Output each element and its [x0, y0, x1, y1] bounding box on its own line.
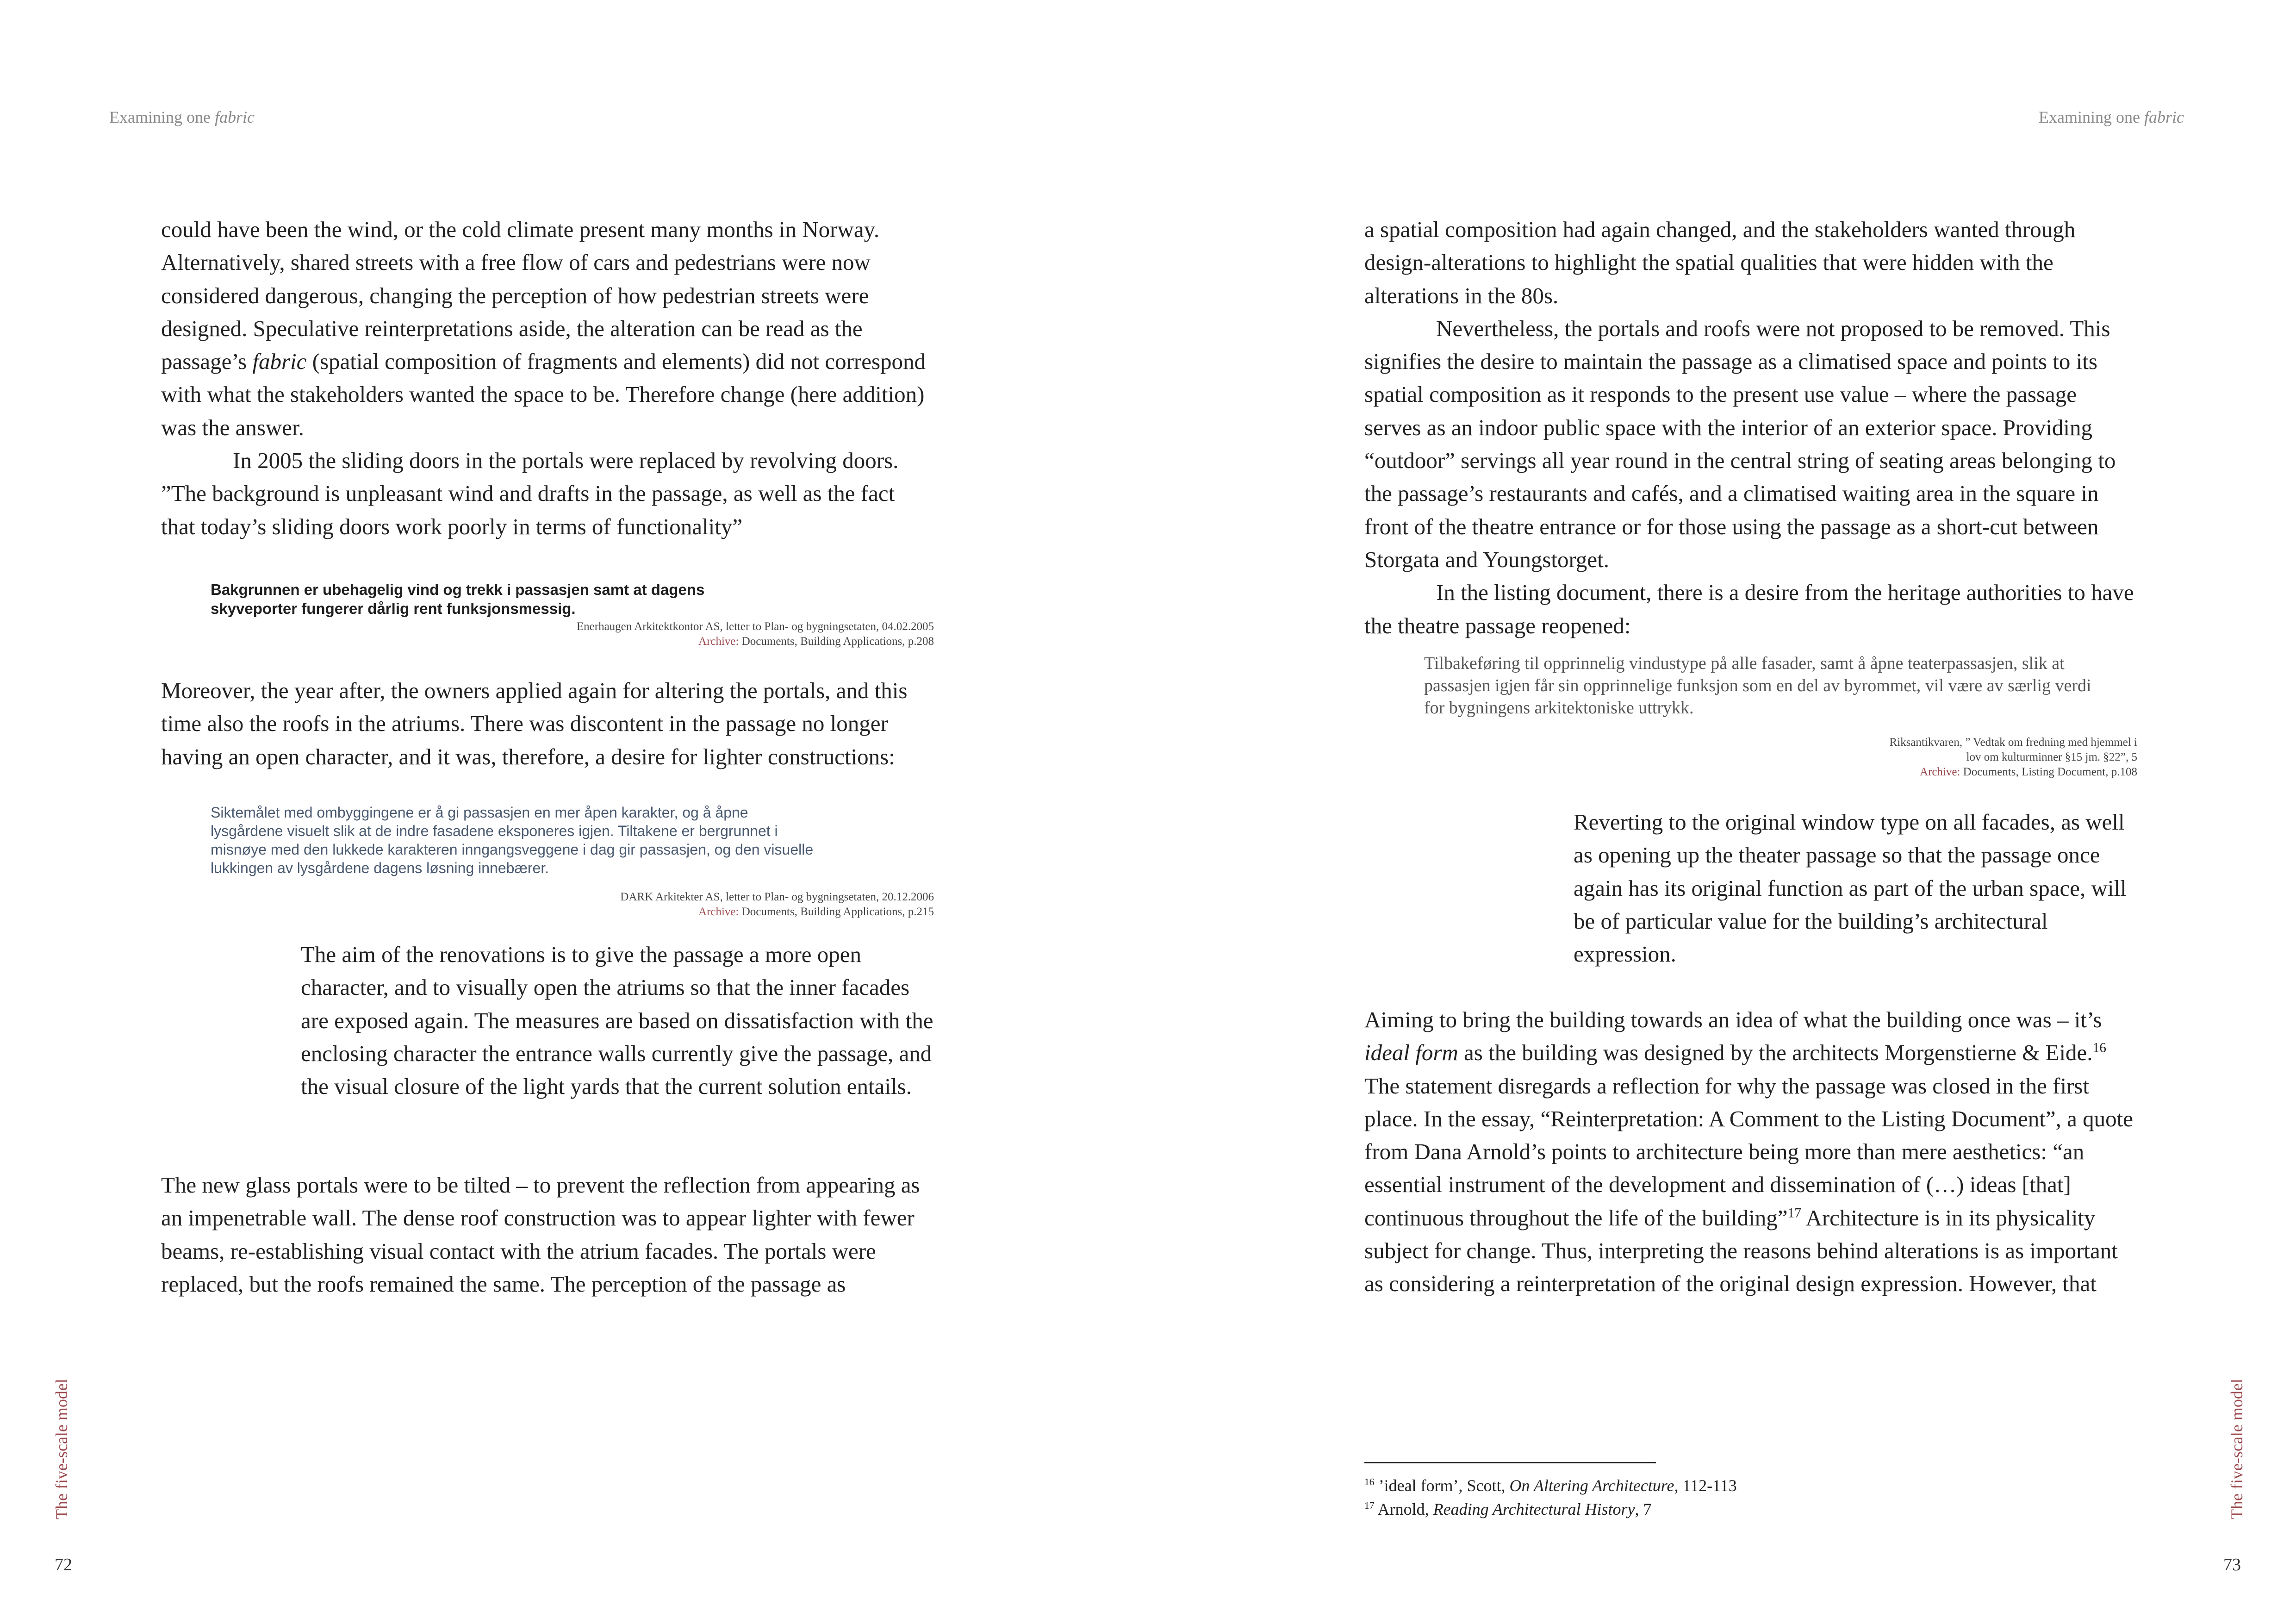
scanned-quote-3: Tilbakeføring til opprinnelig vindustype på alle fasader, samt å åpne teaterpassasjen, slik at passasjen igjen får sin opprinnelige funksjon som en del av byrommet, vil være av særlig verdi for bygningens arkitektoniske uttrykk. [1424, 654, 2091, 718]
right-paragraph-4: Aiming to bring the building towards an idea of what the building once was – it’s ideal form as the building was designed by the architects Morgenstierne & Eide.$^{16}$ The statement disregards a reflection for why the passage was closed in the first place. In the essay, “Reinterpretation: A Comment to the Listing Document”, a quote from Dana Arnold’s points to architecture being more than mere aesthetics: “an essential instrument of the development and dissemination of (…) ideas [that] continuous throughout the life of the building”$^{17}$ Architecture is in its physicality subject for change. Thus, interpreting the reasons behind alterations is as important as considering a reinterpretation of the original design expression. However, that [1364, 1007, 2134, 1297]
footnote-ref-17[interactable]: 17 [1787, 1206, 1801, 1221]
page-number-left: 72 [55, 1555, 72, 1574]
page-number-right: 73 [2223, 1555, 2241, 1574]
running-header-left: Examining one fabric [109, 108, 255, 126]
left-paragraph-1: could have been the wind, or the cold climate present many months in Norway. Alternatively, shared streets with a free flow of cars and pedestrians were now considered dangerous, changing the perception of how pedestrian streets were designed. Speculative reinterpretations aside, the alteration can be read as the passage’s fabric (spatial composition of fragments and elements) did not correspond with what the stakeholders wanted the space to be. Therefore change (here addition) was the answer. In 2005 the sliding doors in the portals were replaced by revolving doors. ”The background is unpleasant wind and drafts in the passage, as well as the fact that today’s sliding doors work poorly in terms of functionality” [161, 213, 934, 543]
footnotes [1364, 1474, 1827, 1521]
footnote-rule [1364, 1462, 1656, 1463]
scanned-quote-1: Bakgrunnen er ubehagelig vind og trekk i passasjen samt at dagens skyveporter fungerer dårlig rent funksjonsmessig. [211, 581, 705, 617]
left-block-quote: The aim of the renovations is to give the passage a more open character, and to visually open the atriums so that the inner facades are exposed again. The measures are based on dissatisfaction with the enclosing character the entrance walls currently give the passage, and the visual closure of the light yards that the current solution entails. [301, 942, 933, 1099]
header-emph: fabric [214, 108, 255, 126]
right-paragraph-3: In the listing document, there is a desire from the heritage authorities to have the theatre passage reopened: [1364, 580, 2134, 638]
left-paragraph-2: In 2005 the sliding doors in the portals were replaced by revolving doors. ”The background is unpleasant wind and drafts in the passage, as well as the fact that today’s sliding doors work poorly in terms of functionality” [161, 448, 899, 539]
caption-3: Riksantikvaren, ” Vedtak om fredning med hjemmel i lov om kulturminner §15 jm. §22”, 5 Archive: Documents, Listing Document, p.108 [1889, 736, 2137, 778]
left-paragraph-3: Moreover, the year after, the owners applied again for altering the portals, and this time also the roofs in the atriums. There was discontent in the passage no longer having an open character, and it was, therefore, a desire for lighter constructions: [161, 678, 908, 769]
caption-1: Enerhaugen Arkitektkontor AS, letter to Plan- og bygningsetaten, 04.02.2005 Archive: Documents, Building Applications, p.208 [576, 620, 934, 648]
right-block-quote: Reverting to the original window type on all facades, as well as opening up the theater passage so that the passage once again has its original function as part of the urban space, will be of particular value for the building’s architectural expression. [1574, 809, 2127, 967]
footnote-ref-16[interactable]: 16 [2092, 1040, 2106, 1056]
right-paragraph-1: a spatial composition had again changed, and the stakeholders wanted through design-alterations to highlight the spatial qualities that were hidden with the alterations in the 80s. [1364, 217, 2076, 308]
right-paragraph-2: Nevertheless, the portals and roofs were not proposed to be removed. This signifies the desire to maintain the passage as a climatised space and points to its spatial composition as it responds to the present use value – where the passage serves as an indoor public space with the interior of an exterior space. Providing “outdoor” servings all year round in the central string of seating areas belonging to the passage’s restaurants and cafés, and a climatised waiting area in the square in front of the theatre entrance or for those using the passage as a short-cut between Storgata and Youngstorget. [1364, 315, 2116, 572]
scanned-quote-2: Siktemålet med ombyggingene er å gi passasjen en mer åpen karakter, og å åpne lysgårdene visuelt slik at de indre fasadene eksponeres igjen. Tiltakene er bergrunnet i misnøye med den lukkede karakteren inngangsveggene i dag gir passasjen, og den visuelle lukkingen av lysgårdene dagens løsning innebærer. [211, 804, 814, 876]
footnote-16: $^{16}$ ’ideal form’, Scott, On Altering Architecture, 112-113 [1364, 1476, 1737, 1495]
side-label-left: The five-scale model [52, 1379, 71, 1519]
right-paragraphs [1364, 213, 2137, 642]
side-label-right: The five-scale model [2228, 1379, 2246, 1519]
footnote-17: $^{17}$ Arnold, Reading Architectural History, 7 [1364, 1500, 1652, 1518]
left-paragraph-4: The new glass portals were to be tilted – to prevent the reflection from appearing as an impenetrable wall. The dense roof construction was to appear lighter with fewer beams, re-establishing visual contact with the atrium facades. The portals were replaced, but the roofs remained the same. The perception of the passage as [161, 1172, 920, 1297]
caption-2: DARK Arkitekter AS, letter to Plan- og bygningsetaten, 20.12.2006 Archive: Documents, Building Applications, p.215 [620, 891, 934, 918]
running-header-right: Examining one fabric [2039, 108, 2184, 126]
